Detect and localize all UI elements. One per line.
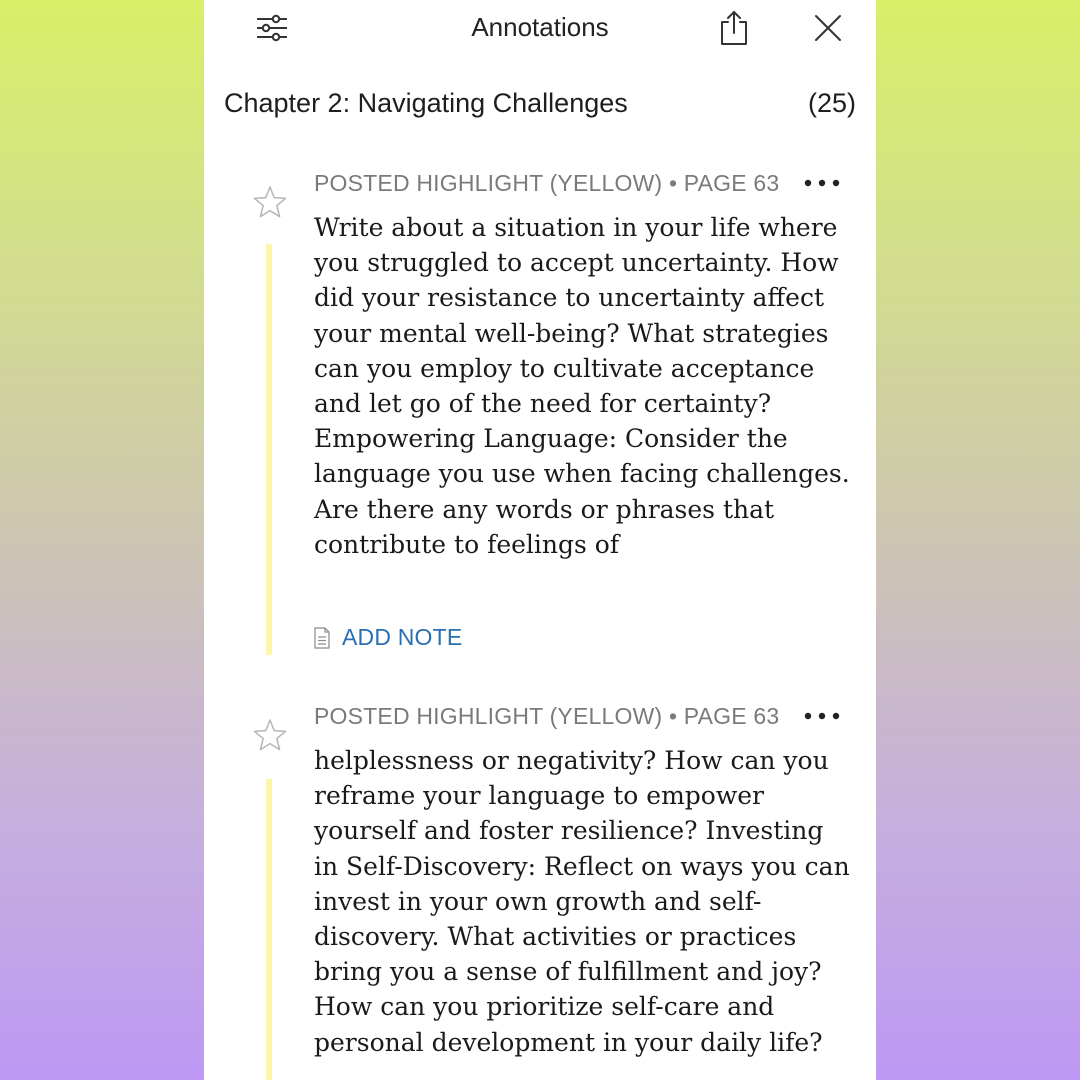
add-note-label: ADD NOTE xyxy=(342,624,463,650)
highlight-meta: POSTED HIGHLIGHT (YELLOW) • PAGE 63 xyxy=(314,170,780,196)
star-icon[interactable] xyxy=(252,717,288,753)
highlight-color-bar xyxy=(266,779,272,1080)
note-icon xyxy=(314,627,330,649)
chapter-heading xyxy=(224,88,856,119)
share-button[interactable] xyxy=(712,6,756,50)
more-options-icon[interactable] xyxy=(800,704,844,728)
panel-header xyxy=(204,0,876,58)
share-icon xyxy=(717,9,751,47)
add-note-button[interactable] xyxy=(314,624,462,651)
highlight-meta: POSTED HIGHLIGHT (YELLOW) • PAGE 63 xyxy=(314,703,780,729)
close-button[interactable] xyxy=(806,6,850,50)
highlight-text: Write about a situation in your life where you struggled to accept uncertainty. How did your resistance to uncertainty affect your mental well-being? What strategies can you employ to cultivate acceptance and let go of the need for certainty? Empowering Language: Consider the language you use when facing challenges. Are there any words or phrases that contribute to feelings of xyxy=(314,213,850,559)
star-icon[interactable] xyxy=(252,184,288,220)
highlight-color-bar xyxy=(266,244,272,655)
chapter-title: Chapter 2: Navigating Challenges xyxy=(224,88,628,118)
annotation-count: (25) xyxy=(807,88,856,118)
annotations-panel xyxy=(204,0,876,1080)
close-icon xyxy=(813,13,843,43)
panel-title: Annotations xyxy=(471,12,609,42)
highlight-text: helplessness or negativity? How can you reframe your language to empower yourself and foster resilience? Investing in Self-Discovery: Reflect on ways you can invest in your own growth and self-discovery. What activities or practices bring you a sense of fulfillment and joy? How can you prioritize self-care and personal development in your daily life? xyxy=(314,746,850,1057)
more-options-icon[interactable] xyxy=(800,171,844,195)
